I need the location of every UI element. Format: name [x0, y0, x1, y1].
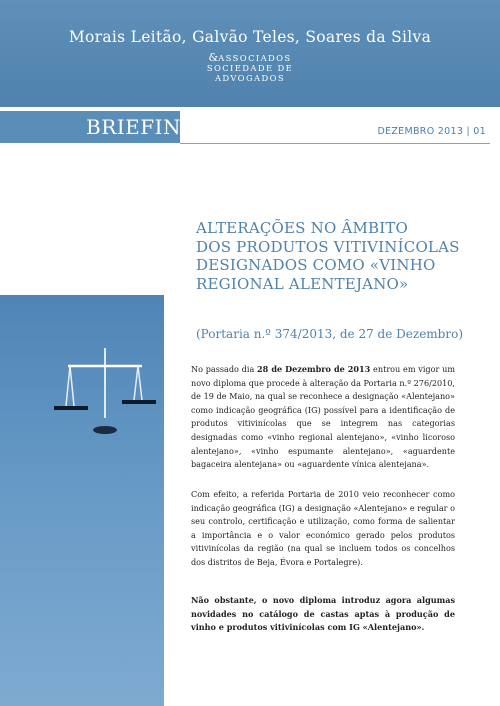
- scales-of-justice-icon: [50, 348, 160, 448]
- body-paragraph-1: [191, 363, 455, 472]
- title-line-4: REGIONAL ALENTEJANO»: [196, 274, 409, 293]
- header-rule: [180, 143, 490, 144]
- body-paragraph-2: Com efeito, a referida Portaria de 2010 veio reconhecer como indicação geográfica (IG) a designação «Alentejano» e regular o seu controlo, certificação e utilização, como forma de salientar a importância e o valor económico gerado pelos produtos vitivinícolas da região (na qual se incluem todos os concelhos dos distritos de Beja, Évora e Portalegre).: [191, 489, 455, 567]
- assoc-line-3: ADVOGADOS: [214, 73, 286, 83]
- firm-associates-block: [0, 53, 500, 83]
- p1-text-a: No passado dia: [191, 364, 258, 374]
- body-paragraph-3: Não obstante, o novo diploma introduz agora algumas novidades no catálogo de castas aptas à produção de vinho e produtos vitivinícolas com IG «Alentejano».: [191, 595, 455, 633]
- article-subtitle: (Portaria n.º 374/2013, de 27 de Dezembro): [196, 327, 463, 341]
- title-line-2: DOS PRODUTOS VITIVINÍCOLAS: [196, 237, 460, 256]
- title-line-3: DESIGNADOS COMO «VINHO: [196, 256, 436, 275]
- p1-text-b: entrou em vigor um novo diploma que procede à alteração da Portaria n.º 276/2010, de 19 de Maio, na qual se reconhece a designação «Alentejano» como indicação geográfica (IG) possível para a identificação de produtos vitivinícolas que se integrem nas categorias designadas como «vinho regional alentejano», «vinho licoroso alentejano», «vinho espumante alentejano», «aguardente bagaceira alentejana» ou «aguardente vínica alentejana».: [191, 364, 456, 470]
- ampersand: &: [208, 51, 219, 64]
- title-line-1: ALTERAÇÕES NO ÂMBITO: [196, 219, 409, 237]
- section-label: BRIEFING: [86, 115, 198, 139]
- assoc-line-1: ASSOCIADOS: [218, 53, 292, 63]
- issue-date: DEZEMBRO 2013 | 01: [377, 126, 486, 137]
- firm-name: Morais Leitão, Galvão Teles, Soares da Silva: [68, 28, 432, 46]
- article-title: [196, 219, 496, 293]
- p1-date-bold: 28 de Dezembro de 2013: [257, 364, 371, 374]
- assoc-line-2: SOCIEDADE DE: [206, 63, 294, 73]
